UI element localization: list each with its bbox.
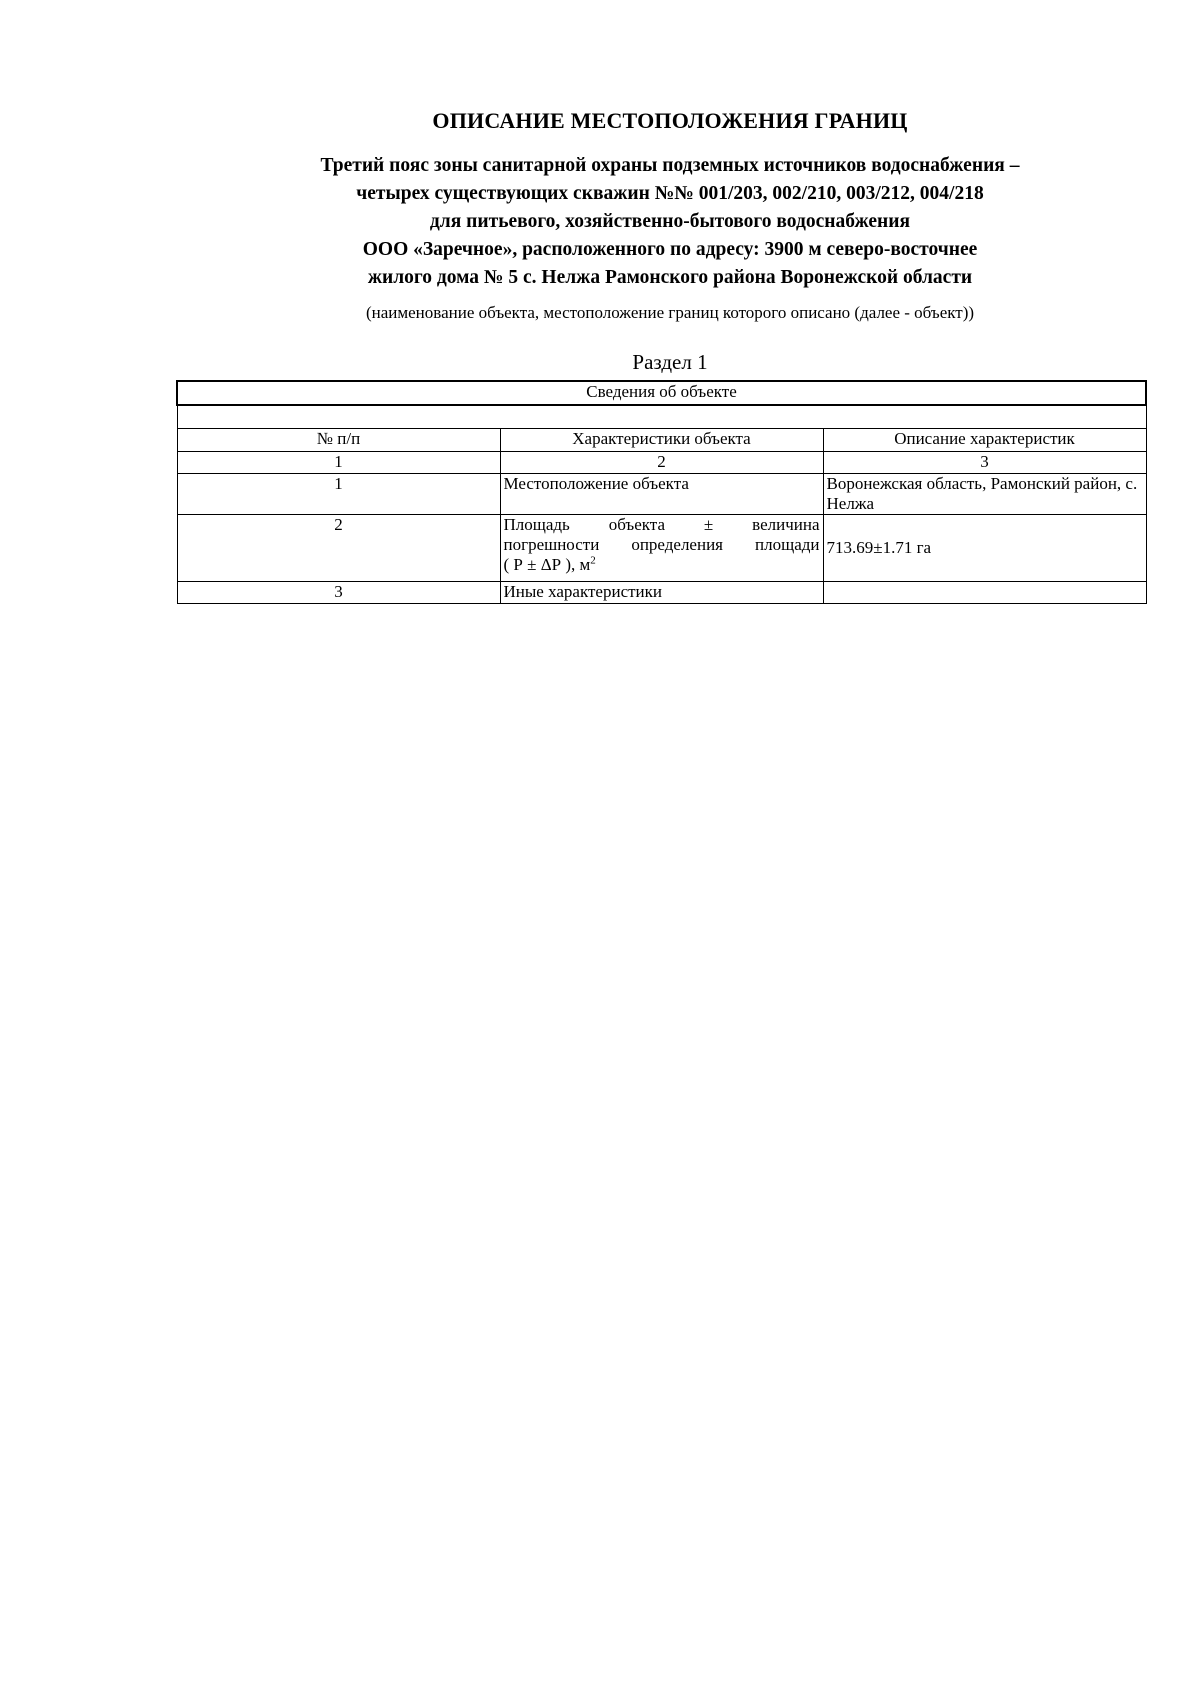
row-characteristic: Местоположение объекта [500, 474, 823, 515]
object-name-line: жилого дома № 5 с. Нелжа Рамонского района Воронежской области [367, 267, 973, 288]
object-caption: (наименование объекта, местоположение границ которого описано (далее - объект)) [365, 303, 975, 322]
row-characteristic-line [504, 555, 820, 575]
column-number: 3 [823, 452, 1146, 474]
header-description: Описание характеристик [823, 429, 1146, 452]
row-characteristic-line: Площадь объекта ± величина [503, 515, 820, 534]
object-name-block [0, 152, 1200, 292]
row-characteristic-line: погрешности определения площади [503, 535, 820, 554]
page-title: ОПИСАНИЕ МЕСТОПОЛОЖЕНИЯ ГРАНИЦ [432, 108, 908, 133]
row-number: 2 [177, 515, 500, 582]
object-name-line: для питьевого, хозяйственно-бытового водоснабжения [429, 211, 911, 232]
row-number: 3 [177, 582, 500, 604]
section-title: Раздел 1 [632, 350, 708, 374]
object-name-line: ООО «Заречное», расположенного по адресу: 3900 м северо-восточнее [362, 239, 978, 260]
object-name-line: Третий пояс зоны санитарной охраны подземных источников водоснабжения – [320, 155, 1020, 176]
table-header-row [177, 429, 1146, 452]
table-empty-cell [177, 405, 1146, 429]
row-value [823, 582, 1146, 604]
row-value: 713.69±1.71 га [823, 515, 1146, 582]
row-characteristic: Иные характеристики [500, 582, 823, 604]
row-value: Воронежская область, Рамонский район, с. Нелжа [823, 474, 1146, 515]
object-name-line: четырех существующих скважин №№ 001/203, 002/210, 003/212, 004/218 [356, 183, 984, 204]
table-empty-row [177, 405, 1146, 429]
column-number: 2 [500, 452, 823, 474]
table-title: Сведения об объекте [177, 381, 1146, 405]
row-number: 1 [177, 474, 500, 515]
header-characteristics: Характеристики объекта [500, 429, 823, 452]
table-row [177, 515, 1146, 582]
table-title-row [177, 381, 1146, 405]
column-number: 1 [177, 452, 500, 474]
area-formula: ( Р ± ΔР ), м [503, 555, 591, 574]
area-unit-exponent: 2 [590, 554, 596, 567]
row-characteristic [500, 515, 823, 582]
column-number-row [177, 452, 1146, 474]
object-info-table [176, 380, 1147, 604]
table-row [177, 474, 1146, 515]
table-row [177, 582, 1146, 604]
header-number: № п/п [177, 429, 500, 452]
